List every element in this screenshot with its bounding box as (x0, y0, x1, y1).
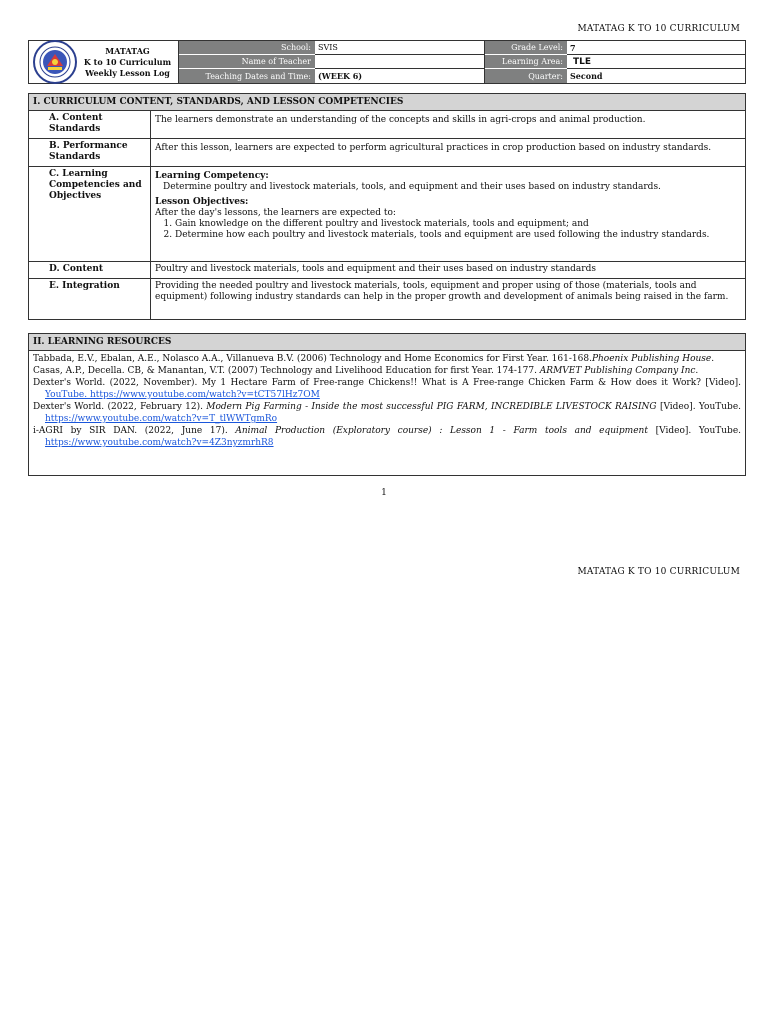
page-number: 1 (381, 488, 387, 498)
reference-link[interactable]: https://www.youtube.com/watch?v=4Z3nyzmrhR8 (45, 438, 274, 448)
competency-text: Determine poultry and livestock materials, tools, and equipment and their uses based on industry standards. (163, 182, 661, 192)
objectives-list (155, 219, 741, 241)
school-value: SVIS (315, 41, 485, 55)
competency-heading: Learning Competency: (155, 171, 269, 181)
objectives-heading: Lesson Objectives: (155, 197, 249, 207)
row-label: B. Performance Standards (29, 139, 151, 166)
row-label: E. Integration (29, 279, 151, 319)
objectives-intro: After the day's lessons, the learners are expected to: (155, 208, 396, 218)
grade-label: Grade Level: (485, 41, 567, 55)
reference-item: i-AGRI by SIR DAN. (2022, June 17). Animal Production (Exploratory course) : Lesson 1 - Farm tools and equipment [Video]. YouTube. https://www.youtube.com/watch?v=4Z3nyzmrhR8 (33, 426, 742, 448)
school-label: School: (179, 41, 315, 55)
weekly-log-line: Weekly Lesson Log (85, 67, 170, 78)
learning-resources-section (28, 333, 746, 476)
reference-link[interactable]: https://www.youtube.com/watch?v=T_tlWWTgmRo (45, 414, 278, 424)
content-standards-row (29, 111, 745, 139)
curriculum-header: MATATAG K TO 10 CURRICULUM (577, 567, 740, 577)
matatag-title-block (77, 46, 178, 79)
objective-item: 2. Determine how each poultry and livestock materials, tools and equipment are used following the industry standards. (175, 230, 741, 241)
reference-link[interactable]: YouTube. https://www.youtube.com/watch?v=tCT57lHz7OM (45, 390, 320, 400)
performance-standards-row (29, 139, 745, 167)
row-label: A. Content Standards (29, 111, 151, 138)
integration-row (29, 279, 745, 319)
dates-label: Teaching Dates and Time: (179, 69, 315, 83)
section-title: I. CURRICULUM CONTENT, STANDARDS, AND LESSON COMPETENCIES (29, 94, 745, 111)
lesson-log-header-table (28, 40, 746, 84)
matatag-line: MATATAG (105, 45, 150, 56)
row-text: Providing the needed poultry and livestock materials, tools, equipment and proper using of those (materials, tools and equipment) following industry standards can help in the proper growth and development of animals being raised in the farm. (155, 281, 729, 302)
dates-value: (WEEK 6) (315, 69, 485, 83)
objective-item: 1. Gain knowledge on the different poultry and livestock materials, tools and equipment; and (175, 219, 741, 230)
curriculum-line: K to 10 Curriculum (83, 56, 172, 67)
competencies-text (151, 167, 745, 261)
quarter-value: Second (570, 71, 603, 81)
curriculum-section (28, 93, 746, 320)
quarter-label: Quarter: (485, 69, 567, 83)
row-text: After this lesson, learners are expected to perform agricultural practices in crop production based on industry standards. (155, 143, 712, 153)
teacher-value (315, 55, 485, 69)
row-label: D. Content (29, 262, 151, 278)
area-label: Learning Area: (485, 55, 567, 69)
reference-item: Tabbada, E.V., Ebalan, A.E., Nolasco A.A., Villanueva B.V. (2006) Technology and Home Economics for First Year. 161-168.Phoenix Publishing House. (33, 354, 715, 364)
curriculum-header: MATATAG K TO 10 CURRICULUM (577, 24, 740, 34)
grade-value: 7 (567, 41, 745, 55)
row-text: Poultry and livestock materials, tools and equipment and their uses based on industry standards (155, 264, 596, 274)
deped-seal-icon (33, 40, 77, 84)
competencies-row (29, 167, 745, 262)
row-label: C. Learning Competencies and Objectives (29, 167, 151, 261)
area-value: TLE (567, 55, 745, 69)
reference-item: Dexter's World. (2022, November). My 1 Hectare Farm of Free-range Chickens!! What is A Free-range Chicken Farm & How does it Work? [Video]. YouTube. https://www.youtube.com/watch?v=tCT57lHz7OM (33, 378, 741, 400)
teacher-label: Name of Teacher (179, 55, 315, 69)
content-row (29, 262, 745, 279)
reference-item: Dexter's World. (2022, February 12). Modern Pig Farming - Inside the most successful PIG FARM, INCREDIBLE LIVESTOCK RAISING [Video]. YouTube. https://www.youtube.com/watch?v=T_tlWWTgmRo (33, 402, 742, 424)
row-text: The learners demonstrate an understanding of the concepts and skills in agri-crops and animal production. (155, 115, 646, 125)
logo-cell (29, 41, 179, 83)
reference-item: Casas, A.P., Decella. CB, & Manantan, V.T. (2007) Technology and Livelihood Education for first Year. 174-177. ARMVET Publishing Company Inc. (33, 366, 699, 376)
section-title: II. LEARNING RESOURCES (29, 334, 745, 351)
info-grid (179, 41, 745, 83)
